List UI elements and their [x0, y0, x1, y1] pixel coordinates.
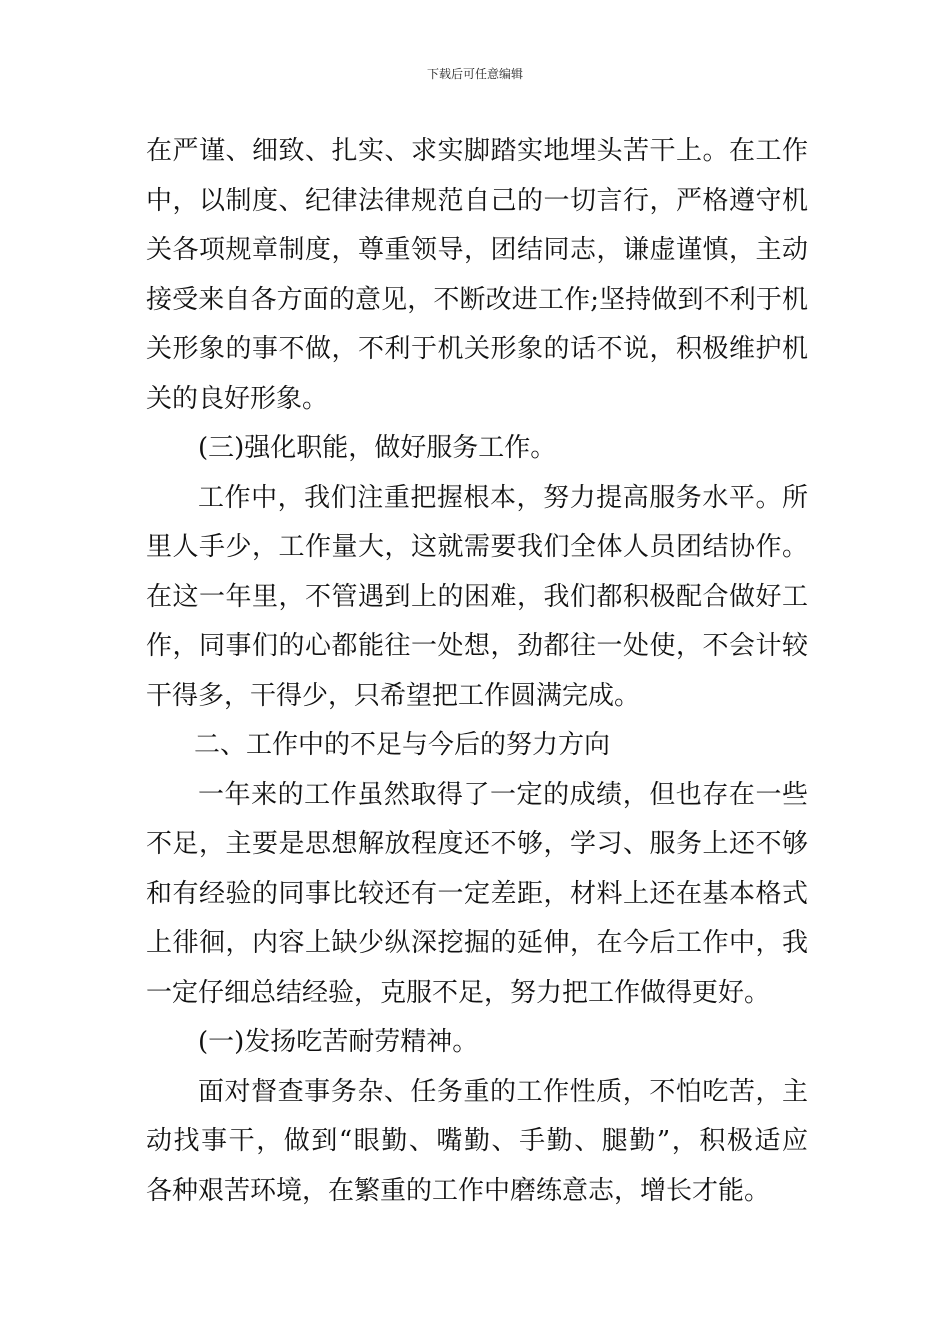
text-line: 上徘徊，内容上缺少纵深挖掘的延伸，在今后工作中，我: [146, 928, 808, 958]
text-line: 里人手少，工作量大，这就需要我们全体人员团结协作。: [146, 532, 808, 562]
section-heading: (三)强化职能，做好服务工作。: [198, 433, 557, 463]
text-line: 作，同事们的心都能往一处想，劲都往一处使，不会计较: [146, 631, 808, 661]
page-header: 下载后可任意编辑: [426, 67, 523, 81]
text-line: 关的良好形象。: [146, 383, 329, 414]
text-line: 和有经验的同事比较还有一定差距，材料上还在基本格式: [146, 878, 808, 909]
text-line: 不足，主要是思想解放程度还不够，学习、服务上还不够: [146, 829, 808, 859]
text-line: 关形象的事不做，不利于机关形象的话不说，积极维护机: [146, 334, 808, 364]
document-body: [146, 127, 808, 1216]
text-line: 一定仔细总结经验，克服不足，努力把工作做得更好。: [146, 977, 771, 1008]
text-line: 在严谨、细致、扎实、求实脚踏实地埋头苦干上。在工作: [146, 136, 808, 166]
text-line: 动找事干，做到“眼勤、嘴勤、手勤、腿勤”，积极适应: [146, 1126, 808, 1156]
text-line: 工作中，我们注重把握根本，努力提高服务水平。所: [198, 482, 808, 513]
section-heading: (一)发扬吃苦耐劳精神。: [198, 1027, 479, 1057]
text-line: 各种艰苦环境，在繁重的工作中磨练意志，增长才能。: [146, 1175, 771, 1206]
text-line: 在这一年里，不管遇到上的困难，我们都积极配合做好工: [146, 581, 808, 612]
text-line: 关各项规章制度，尊重领导，团结同志，谦虚谨慎，主动: [146, 235, 808, 265]
text-line: 接受来自各方面的意见，不断改进工作;坚持做到不利于机: [146, 284, 808, 315]
text-line: 中，以制度、纪律法律规范自己的一切言行，严格遵守机: [146, 185, 808, 216]
text-line: 面对督查事务杂、任务重的工作性质，不怕吃苦，主: [198, 1076, 808, 1107]
text-line: 干得多，干得少，只希望把工作圆满完成。: [146, 680, 641, 711]
section-heading: 二、工作中的不足与今后的努力方向: [194, 730, 611, 760]
text-line: 一年来的工作虽然取得了一定的成绩，但也存在一些: [198, 779, 808, 810]
